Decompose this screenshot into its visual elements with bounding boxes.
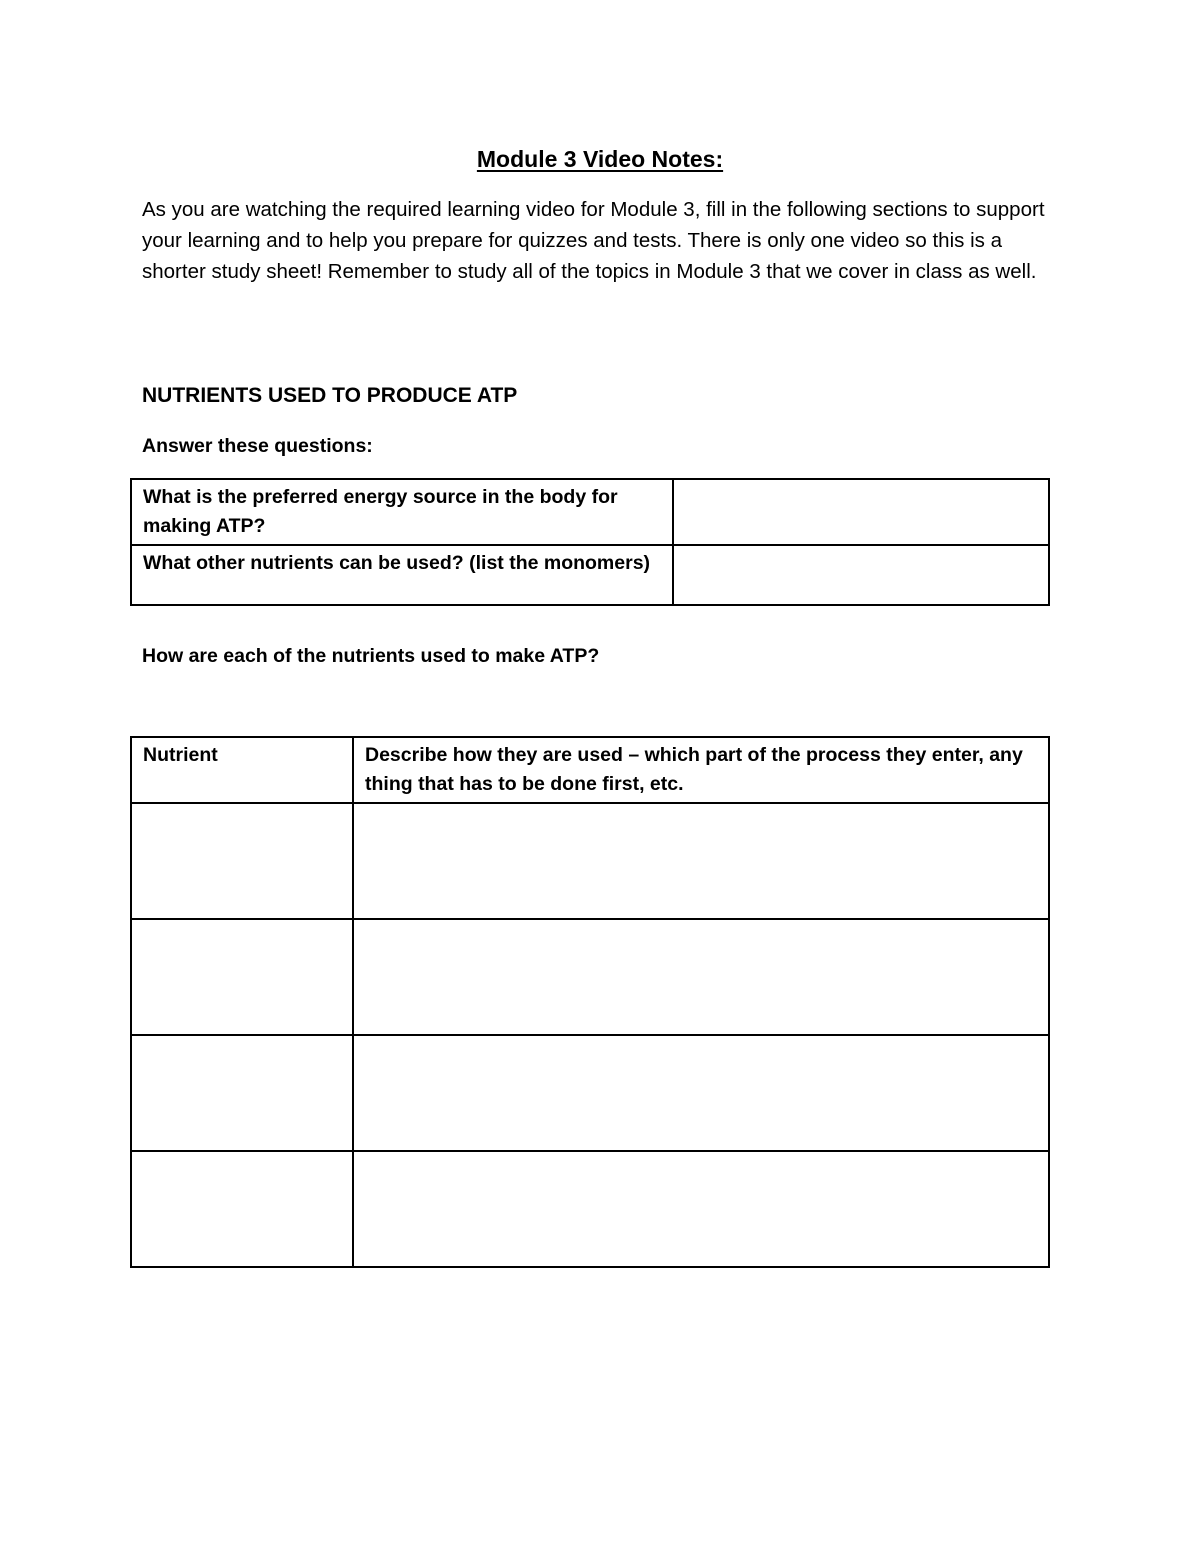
table-row bbox=[131, 803, 1049, 919]
table-row bbox=[131, 1151, 1049, 1267]
question-cell: What other nutrients can be used? (list the monomers) bbox=[131, 545, 673, 605]
nutrients-prompt: How are each of the nutrients used to make ATP? bbox=[142, 645, 600, 667]
nutrient-cell[interactable] bbox=[131, 1035, 353, 1151]
description-cell[interactable] bbox=[353, 919, 1049, 1035]
description-cell[interactable] bbox=[353, 1035, 1049, 1151]
table-header-row bbox=[131, 737, 1049, 803]
table-row bbox=[131, 545, 1049, 605]
header-description: Describe how they are used – which part of the process they enter, any thing that has to be done first, etc. bbox=[353, 737, 1049, 803]
table-row bbox=[131, 919, 1049, 1035]
nutrient-cell[interactable] bbox=[131, 1151, 353, 1267]
page-title: Module 3 Video Notes: bbox=[476, 146, 724, 172]
nutrient-cell[interactable] bbox=[131, 803, 353, 919]
answer-cell[interactable] bbox=[673, 479, 1049, 545]
intro-paragraph: As you are watching the required learning video for Module 3, fill in the following sections to support your learning and to help you prepare for quizzes and tests. There is only one video so this is a shorter study sheet! Remember to study all of the topics in Module 3 that we cover in class as well. bbox=[142, 198, 1045, 283]
table-row bbox=[131, 479, 1049, 545]
question-cell: What is the preferred energy source in the body for making ATP? bbox=[131, 479, 673, 545]
description-cell[interactable] bbox=[353, 1151, 1049, 1267]
questions-table bbox=[130, 478, 1050, 606]
questions-label: Answer these questions: bbox=[142, 435, 373, 457]
answer-cell[interactable] bbox=[673, 545, 1049, 605]
section-heading: NUTRIENTS USED TO PRODUCE ATP bbox=[142, 384, 518, 407]
description-cell[interactable] bbox=[353, 803, 1049, 919]
header-nutrient: Nutrient bbox=[131, 737, 353, 803]
table-row bbox=[131, 1035, 1049, 1151]
nutrient-table bbox=[130, 736, 1050, 1268]
nutrient-cell[interactable] bbox=[131, 919, 353, 1035]
